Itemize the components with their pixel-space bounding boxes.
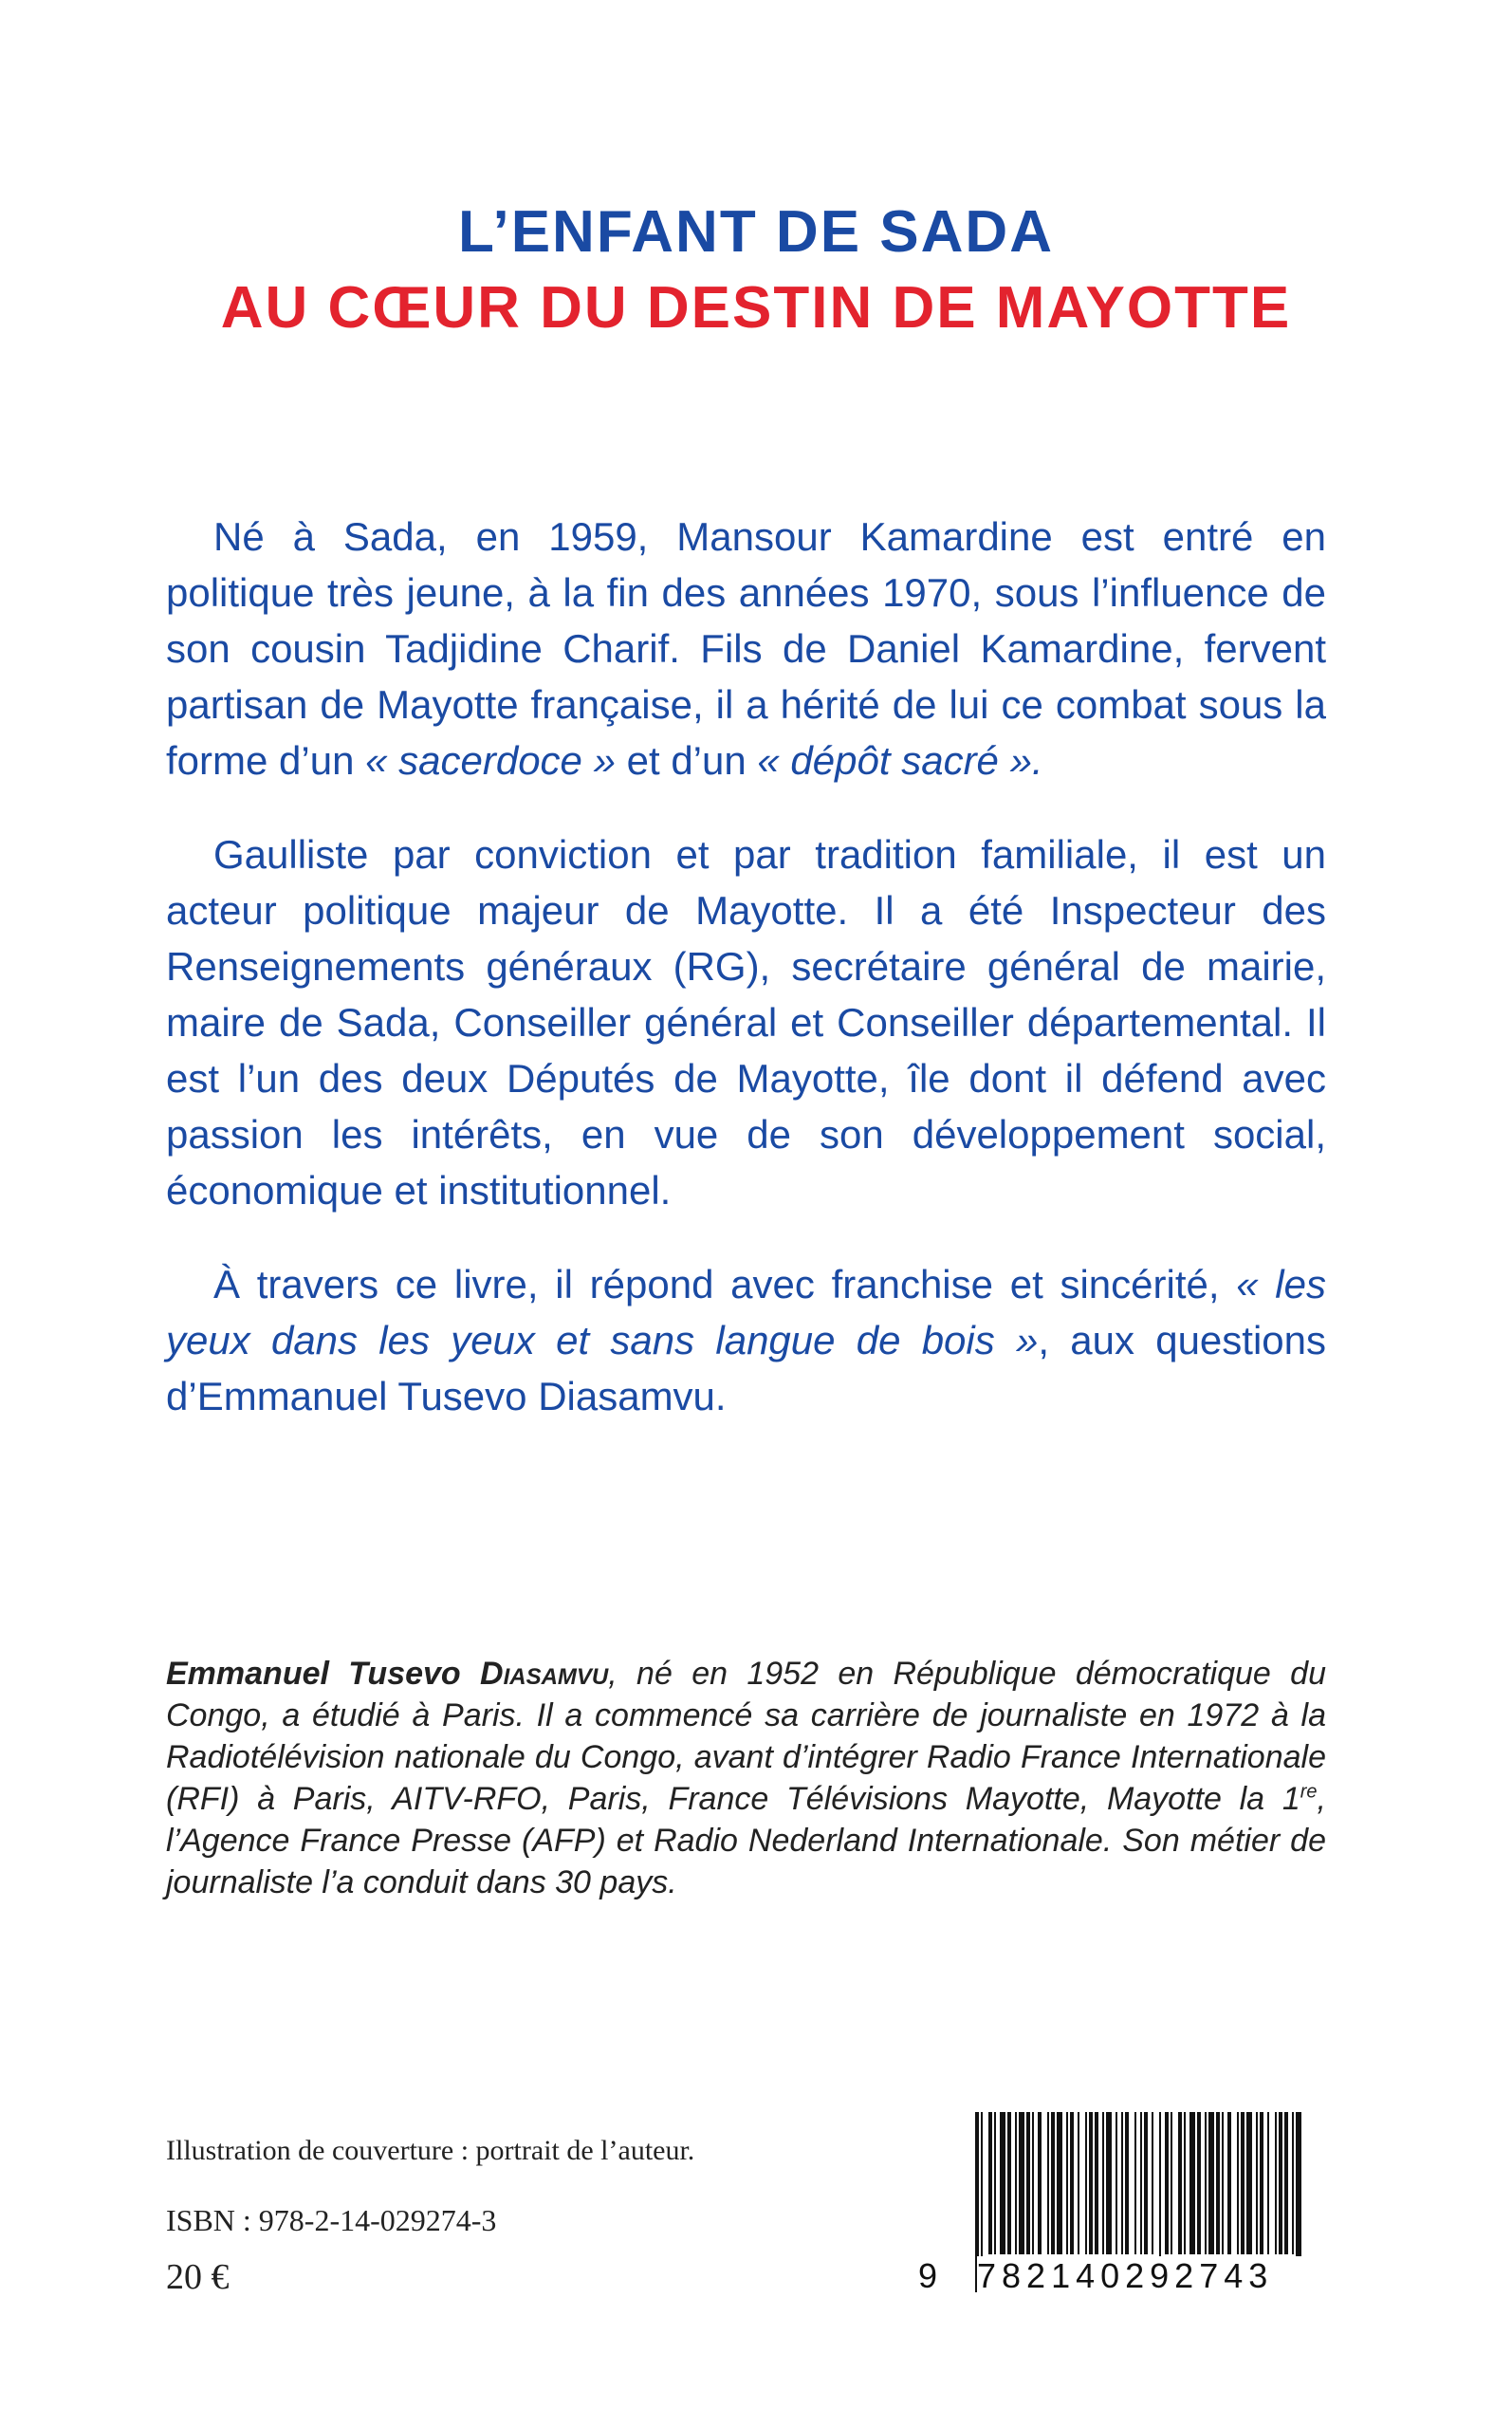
title-line-2: AU CŒUR DU DESTIN DE MAYOTTE xyxy=(220,275,1292,341)
blurb-p3-text-b: , aux questions d’Emmanuel Tusevo Diasamvu. xyxy=(166,1318,1326,1418)
isbn-barcode xyxy=(918,2112,1312,2307)
blurb-paragraph-2: Gaulliste par conviction et par tradition familiale, il est un acteur politique majeur de Mayotte. Il a été Inspecteur des Renseignements généraux (RG), secrétaire général de mairie, maire de Sada, Conseiller général et Conseiller départemental. Il est l’un des deux Députés de Mayotte, île dont il défend avec passion les intérêts, en vue de son développement social, économique et institutionnel. xyxy=(166,832,1326,1213)
barcode-bar xyxy=(1102,2112,1104,2254)
barcode-bar xyxy=(1144,2112,1148,2254)
barcode-bar xyxy=(1197,2112,1201,2254)
isbn-label: ISBN : 978-2-14-029274-3 xyxy=(166,2203,497,2237)
bio-superscript: re xyxy=(1300,1781,1318,1803)
barcode-bar xyxy=(1216,2112,1220,2254)
barcode-bar xyxy=(1066,2112,1068,2254)
blurb-p1-quote-2: « dépôt sacré ». xyxy=(757,738,1043,783)
barcode-bar xyxy=(1015,2112,1017,2254)
price-label: 20 € xyxy=(166,2257,230,2297)
barcode-bar xyxy=(1116,2112,1117,2254)
blurb-p3-text-a: À travers ce livre, il répond avec franchise et sincérité, xyxy=(213,1262,1237,1306)
barcode-bar xyxy=(1000,2112,1005,2254)
barcode-bar xyxy=(1279,2112,1282,2254)
barcode-bar xyxy=(1106,2112,1112,2254)
barcode-bar xyxy=(1275,2112,1277,2254)
barcode-bar xyxy=(1047,2112,1049,2254)
barcode-bar xyxy=(1134,2112,1136,2254)
barcode-bar xyxy=(1292,2112,1294,2254)
barcode-bar xyxy=(1222,2112,1224,2254)
back-cover-blurb xyxy=(166,509,1326,1462)
barcode-bar xyxy=(1070,2112,1074,2254)
barcode-bar xyxy=(1284,2112,1288,2254)
barcode-bar xyxy=(1038,2112,1042,2254)
barcode-bar xyxy=(1078,2112,1079,2254)
barcode-bar xyxy=(1019,2112,1024,2254)
barcode-bar xyxy=(1007,2112,1011,2254)
blurb-p1-text-a: Né à Sada, en 1959, Mansour Kamardine est entré en politique très jeune, à la fin des années 1970, sous l’influence de son cousin Tadjidine Charif. Fils de Daniel Kamardine, fervent partisan de Mayotte française, il a hérité de lui ce combat sous la forme d’un xyxy=(166,514,1326,783)
barcode-bar xyxy=(1140,2112,1142,2254)
barcode-bar xyxy=(1267,2112,1269,2254)
barcode-bar xyxy=(1227,2112,1231,2254)
barcode-bar xyxy=(1032,2112,1034,2254)
barcode-bar xyxy=(1256,2112,1258,2254)
barcode-bar xyxy=(1246,2112,1252,2254)
barcode-bar xyxy=(1095,2112,1098,2254)
barcode-bar xyxy=(988,2112,992,2254)
blurb-p1-text-b: et d’un xyxy=(615,738,758,783)
barcode-bar xyxy=(1026,2112,1030,2254)
author-surname: Diasamvu xyxy=(480,1656,609,1692)
barcode-bar xyxy=(1125,2112,1129,2254)
blurb-paragraph-3 xyxy=(166,1256,1326,1424)
barcode-remaining-digits: 782140292743 xyxy=(977,2256,1309,2296)
barcode-bar xyxy=(1165,2112,1169,2254)
author-bio xyxy=(166,1653,1326,1903)
title-line-1: L’ENFANT DE SADA xyxy=(458,199,1054,265)
blurb-p3-quote: « les yeux dans les yeux et sans langue de bois » xyxy=(166,1262,1326,1362)
barcode-bar xyxy=(1205,2112,1207,2254)
barcode-bar xyxy=(1241,2112,1245,2254)
barcode-bar xyxy=(1089,2112,1093,2254)
bio-text-a: , né en 1952 en République démocratique du Congo, a étudié à Paris. Il a commencé sa carrière de journaliste en 1972 à la Radiotélévision nationale du Congo, avant d’intégrer Radio France Internationale (RFI) à Paris, AITV-RFO, Paris, France Télévisions Mayotte, Mayotte la 1 xyxy=(166,1656,1326,1817)
barcode-bar xyxy=(1085,2112,1087,2254)
barcode-bar xyxy=(1171,2112,1172,2254)
barcode-bar xyxy=(1208,2112,1214,2254)
book-title xyxy=(0,195,1512,346)
barcode-bar xyxy=(1057,2112,1062,2254)
barcode-bar xyxy=(1178,2112,1182,2254)
barcode-bar xyxy=(1152,2112,1153,2254)
barcode-bar xyxy=(1184,2112,1186,2254)
barcode-bar xyxy=(994,2112,996,2254)
blurb-paragraph-1 xyxy=(166,509,1326,788)
blurb-p1-quote-1: « sacerdoce » xyxy=(365,738,616,783)
barcode-first-digit: 9 xyxy=(918,2256,942,2295)
author-first-names: Emmanuel Tusevo xyxy=(166,1656,481,1692)
barcode-bar xyxy=(1051,2112,1055,2254)
barcode-bar xyxy=(1237,2112,1239,2254)
bio-text-b: , l’Agence France Presse (AFP) et Radio Nederland Internationale. Son métier de journaliste l’a conduit dans 30 pays. xyxy=(166,1781,1326,1900)
cover-illustration-credit: Illustration de couverture : portrait de l’auteur. xyxy=(166,2135,695,2166)
barcode-bar xyxy=(1121,2112,1123,2254)
barcode-bar xyxy=(1189,2112,1195,2254)
barcode-bar xyxy=(1260,2112,1263,2254)
